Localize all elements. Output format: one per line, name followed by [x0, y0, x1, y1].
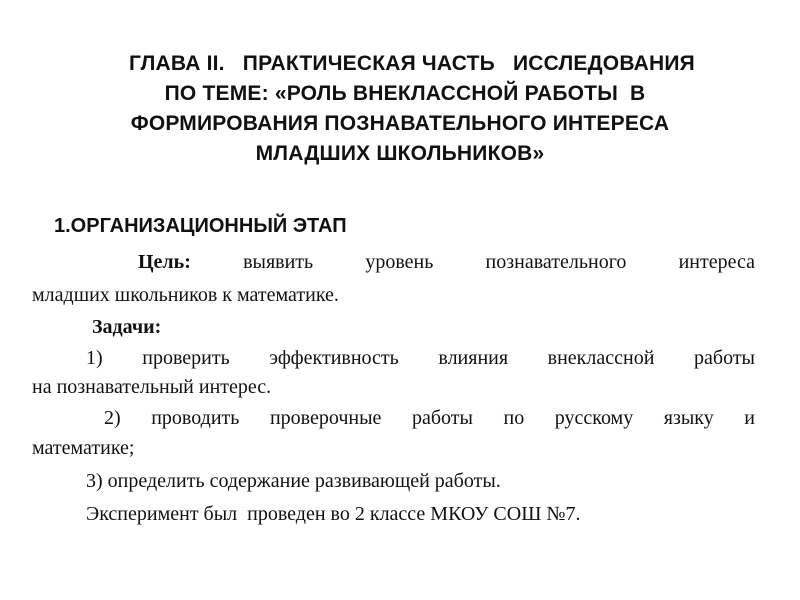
- task-item-1: 1) проверить эффективность влияния внеклассной работы: [86, 347, 755, 369]
- section-heading: 1.ОРГАНИЗАЦИОННЫЙ ЭТАП: [54, 215, 347, 237]
- chapter-title-line-1: ГЛАВА II. ПРАКТИЧЕСКАЯ ЧАСТЬ ИССЛЕДОВАНИЯ: [129, 52, 695, 75]
- tasks-label: Задачи:: [92, 316, 162, 338]
- task-item-1-continuation: на познавательный интерес.: [32, 376, 272, 398]
- task-item-3: 3) определить содержание развивающей работы.: [86, 470, 501, 492]
- goal-text-continuation: младших школьников к математике.: [32, 284, 339, 306]
- goal-text: выявить уровень познавательного интереса: [243, 251, 755, 273]
- experiment-statement: Эксперимент был проведен во 2 классе МКОУ СОШ №7.: [86, 503, 581, 525]
- chapter-title-line-2: ПО ТЕМЕ: «РОЛЬ ВНЕКЛАССНОЙ РАБОТЫ В: [164, 82, 646, 105]
- goal-line: [138, 248, 755, 276]
- chapter-title: [0, 49, 800, 169]
- task-item-2-continuation: математике;: [32, 437, 135, 459]
- chapter-title-line-4: МЛАДШИХ ШКОЛЬНИКОВ»: [255, 142, 545, 165]
- goal-label: Цель:: [138, 251, 191, 273]
- task-item-2: 2) проводить проверочные работы по русскому языку и: [104, 407, 755, 429]
- chapter-title-line-3: ФОРМИРОВАНИЯ ПОЗНАВАТЕЛЬНОГО ИНТЕРЕСА: [130, 112, 670, 135]
